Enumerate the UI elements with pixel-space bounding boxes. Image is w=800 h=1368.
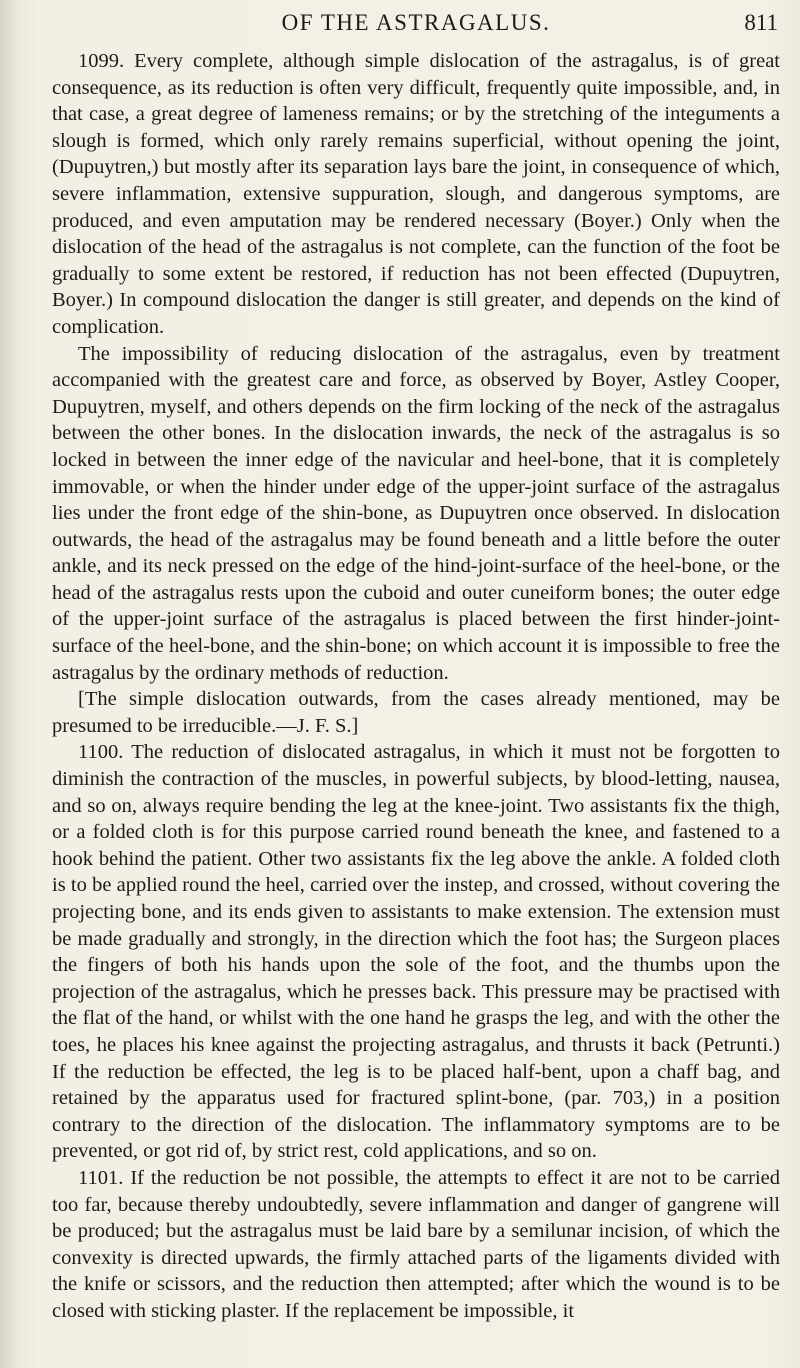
paragraph-1099 — [52, 48, 780, 341]
paragraph-number: 1099. — [78, 50, 125, 72]
body-text — [52, 48, 780, 1325]
paragraph-1101 — [52, 1165, 780, 1325]
paragraph-text: If the reduction be not possible, the attempts to effect it are not to be carried too far, because thereby undoubtedly, severe inflammation and danger of gangrene will be produced; but the astragalus must be laid bare by a semilunar incision, of which the convexity is directed upwards, the firmly attached parts of the ligaments divided with the knife or scissors, and the reduction then attempted; after which the wound is to be closed with sticking plaster. If the replacement be impossible, it — [52, 1166, 780, 1322]
paragraph-number: 1101. — [78, 1166, 124, 1189]
running-header — [52, 8, 780, 42]
running-title: OF THE ASTRAGALUS. — [281, 10, 551, 35]
page-number: 811 — [744, 10, 778, 35]
editor-note — [52, 686, 780, 739]
note-text: [The simple dislocation outwards, from the cases already mentioned, may be presumed to be irreducible.—J. F. S.] — [52, 688, 780, 737]
paragraph-text: The reduction of dislocated astragalus, in which it must not be forgotten to diminish the contraction of the muscles, in powerful subjects, by blood-letting, nausea, and so on, always require bending the leg at the knee-joint. Two assistants fix the thigh, or a folded cloth is for this purpose carried round beneath the knee, and fastened to a hook behind the patient. Other two assistants fix the leg above the ankle. A folded cloth is to be applied round the heel, carried over the instep, and crossed, without covering the projecting bone, and its ends given to assistants to make extension. The extension must be made gradually and strongly, in the direction which the foot has; the Surgeon places the fingers of both his hands upon the sole of the foot, and the thumbs upon the projection of the astragalus, which he presses back. This pressure may be practised with the flat of the hand, or whilst with the one hand he grasps the leg, and with the other the toes, he places his knee against the projecting astragalus, and thrusts it back (Petrunti.) If the reduction be effected, the leg is to be placed half-bent, upon a chaff bag, and retained by the apparatus used for fractured splint-bone, (par. 703,) in a position contrary to the direction of the dislocation. The inflammatory symptoms are to be prevented, or got rid of, by strict rest, cold applications, and so on. — [52, 741, 780, 1163]
paragraph-1100 — [52, 739, 780, 1165]
paragraph-text: Every complete, although simple dislocation of the astragalus, is of great consequence, as its reduction is often very difficult, frequently quite impossible, and, in that case, a great degree of lameness remains; or by the stretching of the integuments a slough is formed, which only rarely remains superficial, without opening the joint, (Dupuytren,) but mostly after its separation lays bare the joint, in consequence of which, severe inflammation, extensive suppuration, slough, and dangerous symptoms, are produced, and even amputation may be rendered necessary (Boyer.) Only when the dislocation of the head of the astragalus is not complete, can the function of the foot be gradually to some extent be restored, if reduction has not been effected (Dupuytren, Boyer.) In compound dislocation the danger is still greater, and depends on the kind of complication. — [52, 50, 780, 338]
paragraph-number: 1100. — [78, 741, 124, 764]
paragraph-text: The impossibility of reducing dislocation of the astragalus, even by treatment accompanied with the greatest care and force, as observed by Boyer, Astley Cooper, Dupuytren, myself, and others depends on the firm locking of the neck of the astragalus between the other bones. In the dislocation inwards, the neck of the astragalus is so locked in between the inner edge of the navicular and heel-bone, that it is completely immovable, or when the hinder under edge of the upper-joint surface of the astragalus lies under the front edge of the shin-bone, as Dupuytren once observed. In dislocation outwards, the head of the astragalus may be found beneath and a little before the outer ankle, and its neck pressed on the edge of the hind-joint-surface of the heel-bone, or the head of the astragalus rests upon the cuboid and outer cuneiform bones; the outer edge of the upper-joint surface of the astragalus is placed between the first hinder-joint-surface of the heel-bone, and the shin-bone; on which account it is impossible to free the astragalus by the ordinary methods of reduction. — [52, 342, 780, 684]
paragraph-1099-continued — [52, 341, 780, 687]
